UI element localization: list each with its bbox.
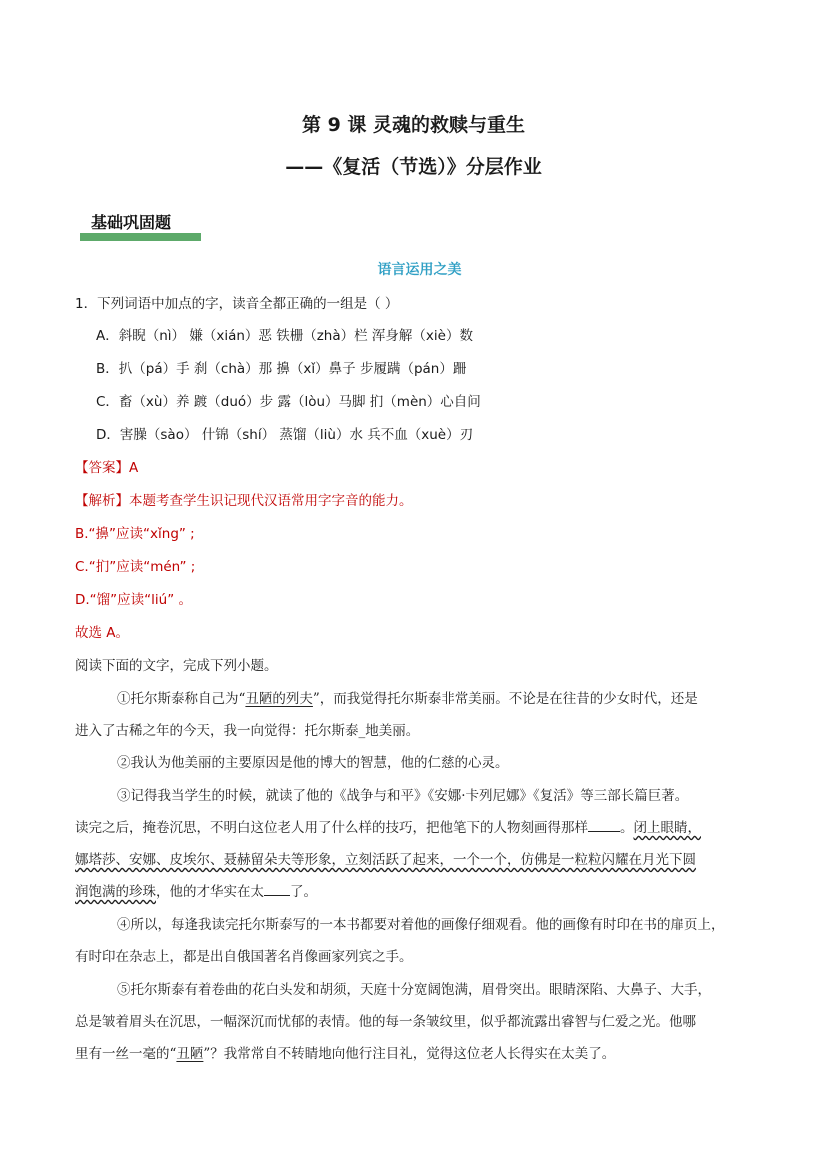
section-header	[80, 210, 201, 241]
subheading	[0, 259, 827, 279]
option-b: B．扒（pá）手 刹（chà）那 擤（xǐ）鼻子 步履蹒（pán）跚	[96, 361, 467, 377]
analysis-text: 本题考查学生识记现代汉语常用字字音的能力。	[129, 493, 413, 509]
answer-line	[75, 456, 138, 476]
analysis-label: 【解析】	[75, 493, 129, 509]
analysis-note-d: D.“馏”应读“liú” 。	[75, 592, 193, 608]
analysis-note-b: B.“擤”应读“xǐng” ;	[75, 526, 195, 542]
answer-label: 【答案】	[75, 460, 129, 476]
text-run: 。	[620, 820, 634, 836]
text-run: 读完之后，掩卷沉思，不明白这位老人用了什么样的技巧，把他笔下的人物刻画得那样	[75, 820, 588, 836]
wavy-underlined-text: 闭上眼睛，	[633, 820, 701, 836]
section-label: 基础巩固题	[91, 213, 172, 232]
fill-blank	[264, 883, 290, 896]
passage-p1-line1	[117, 687, 698, 707]
text-run: 里有一丝一毫的“	[75, 1046, 177, 1062]
text-run: ，他的才华实在太	[156, 884, 264, 900]
passage-p3-line1: ③记得我当学生的时候，就读了他的《战争与和平》《安娜·卡列尼娜》《复活》等三部长篇巨著。	[117, 788, 689, 804]
text-run: ”？我常常自不转睛地向他行注目礼，觉得这位老人长得实在太美了。	[203, 1046, 616, 1062]
passage-p3-line4	[75, 880, 317, 900]
passage-p5-line3	[75, 1042, 615, 1062]
passage-p3-line2	[75, 816, 701, 836]
answer-value: A	[129, 460, 139, 476]
quoted-phrase: 丑陋	[176, 1046, 204, 1062]
passage-p4-line1: ④所以，每逢我读完托尔斯泰写的一本书都要对着他的画像仔细观看。他的画像有时印在书的扉页上，	[117, 917, 725, 933]
lesson-title: 第 9 课 灵魂的救赎与重生	[301, 114, 526, 136]
passage-p4-line2: 有时印在杂志上，都是出自俄国著名肖像画家列宾之手。	[75, 949, 413, 965]
option-d: D．害臊（sào） 什锦（shí） 蒸馏（liù）水 兵不血（xuè）刃	[96, 427, 474, 443]
reading-intro: 阅读下面的文字，完成下列小题。	[75, 658, 278, 674]
option-c: C．畜（xù）养 踱（duó）步 露（lòu）马脚 扪（mèn）心自问	[96, 394, 481, 410]
analysis-line	[75, 489, 413, 509]
option-a: A．斜睨（nì） 嫌（xián）恶 铁栅（zhà）栏 浑身解（xiè）数	[96, 328, 473, 344]
wavy-underlined-text: 润饱满的珍珠	[75, 884, 156, 900]
passage-p5-line1: ⑤托尔斯泰有着卷曲的花白头发和胡须，天庭十分宽阔饱满，眉骨突出。眼睛深陷、大鼻子、大手，	[117, 982, 711, 998]
text-run: 了。	[290, 884, 317, 900]
text-run: ”，而我觉得托尔斯泰非常美丽。不论是在往昔的少女时代，还是	[312, 691, 698, 707]
analysis-conclusion: 故选 A。	[75, 625, 130, 641]
quoted-phrase: 丑陋的列夫	[245, 691, 313, 707]
text-run: ①托尔斯泰称自己为“	[117, 691, 246, 707]
passage-p1-line2: 进入了古稀之年的今天，我一向觉得：托尔斯泰_地美丽。	[75, 723, 420, 739]
passage-p3-line3: 娜塔莎、安娜、皮埃尔、聂赫留朵夫等形象，立刻活跃了起来，一个一个，仿佛是一粒粒闪耀在月光下圆	[75, 852, 696, 868]
passage-p5-line2: 总是皱着眉头在沉思，一幅深沉而忧郁的表情。他的每一条皱纹里，似乎都流露出睿智与仁爱之光。他哪	[75, 1014, 696, 1030]
fill-blank	[588, 819, 620, 832]
section-underline-bar	[80, 233, 201, 241]
subheading-text: 语言运用之美	[377, 262, 462, 278]
analysis-note-c: C.“扪”应读“mén” ;	[75, 559, 196, 575]
lesson-subtitle: ——《复活（节选）》分层作业	[285, 156, 542, 178]
passage-p2: ②我认为他美丽的主要原因是他的博大的智慧，他的仁慈的心灵。	[117, 755, 509, 771]
question-stem: 1．下列词语中加点的字，读音全都正确的一组是（ ）	[75, 296, 399, 312]
